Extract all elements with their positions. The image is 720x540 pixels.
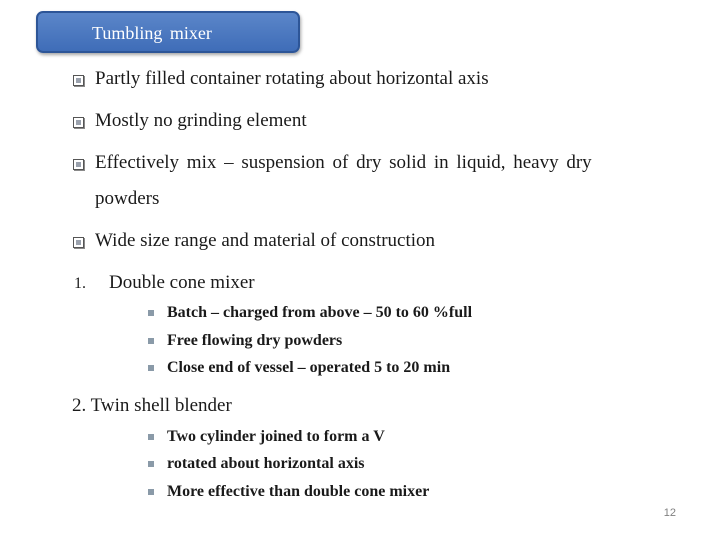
square-bullet-icon bbox=[73, 117, 84, 128]
section-heading: 2. Twin shell blender bbox=[72, 395, 232, 416]
title-banner bbox=[36, 11, 300, 53]
square-bullet-icon bbox=[148, 365, 154, 371]
square-bullet-icon bbox=[148, 461, 154, 467]
bullet-text: Wide size range and material of construction bbox=[95, 230, 436, 251]
square-bullet-icon bbox=[73, 75, 84, 86]
square-bullet-icon bbox=[148, 310, 154, 316]
square-bullet-icon bbox=[148, 489, 154, 495]
square-bullet-icon bbox=[148, 338, 154, 344]
square-bullet-icon bbox=[73, 237, 84, 248]
bullet-text-continuation: powders bbox=[95, 188, 160, 209]
square-bullet-icon bbox=[148, 434, 154, 440]
section-number: 1. bbox=[74, 275, 86, 292]
sub-bullet-text: Close end of vessel – operated 5 to 20 min bbox=[167, 359, 451, 376]
bullet-text: Mostly no grinding element bbox=[95, 110, 307, 131]
bullet-text: Partly filled container rotating about horizontal axis bbox=[95, 68, 489, 89]
sub-bullet-text: Free flowing dry powders bbox=[167, 332, 343, 349]
section-heading: Double cone mixer bbox=[109, 272, 255, 293]
slide-title: Tumbling mixer bbox=[92, 23, 212, 43]
sub-bullet-text: Batch – charged from above – 50 to 60 %full bbox=[167, 304, 473, 321]
bullet-text: Effectively mix – suspension of dry solid in liquid, heavy dry bbox=[95, 152, 592, 173]
square-bullet-icon bbox=[73, 159, 84, 170]
sub-bullet-text: rotated about horizontal axis bbox=[167, 455, 365, 472]
page-number: 12 bbox=[663, 507, 676, 519]
sub-bullet-text: Two cylinder joined to form a V bbox=[167, 428, 385, 445]
sub-bullet-text: More effective than double cone mixer bbox=[167, 483, 430, 500]
